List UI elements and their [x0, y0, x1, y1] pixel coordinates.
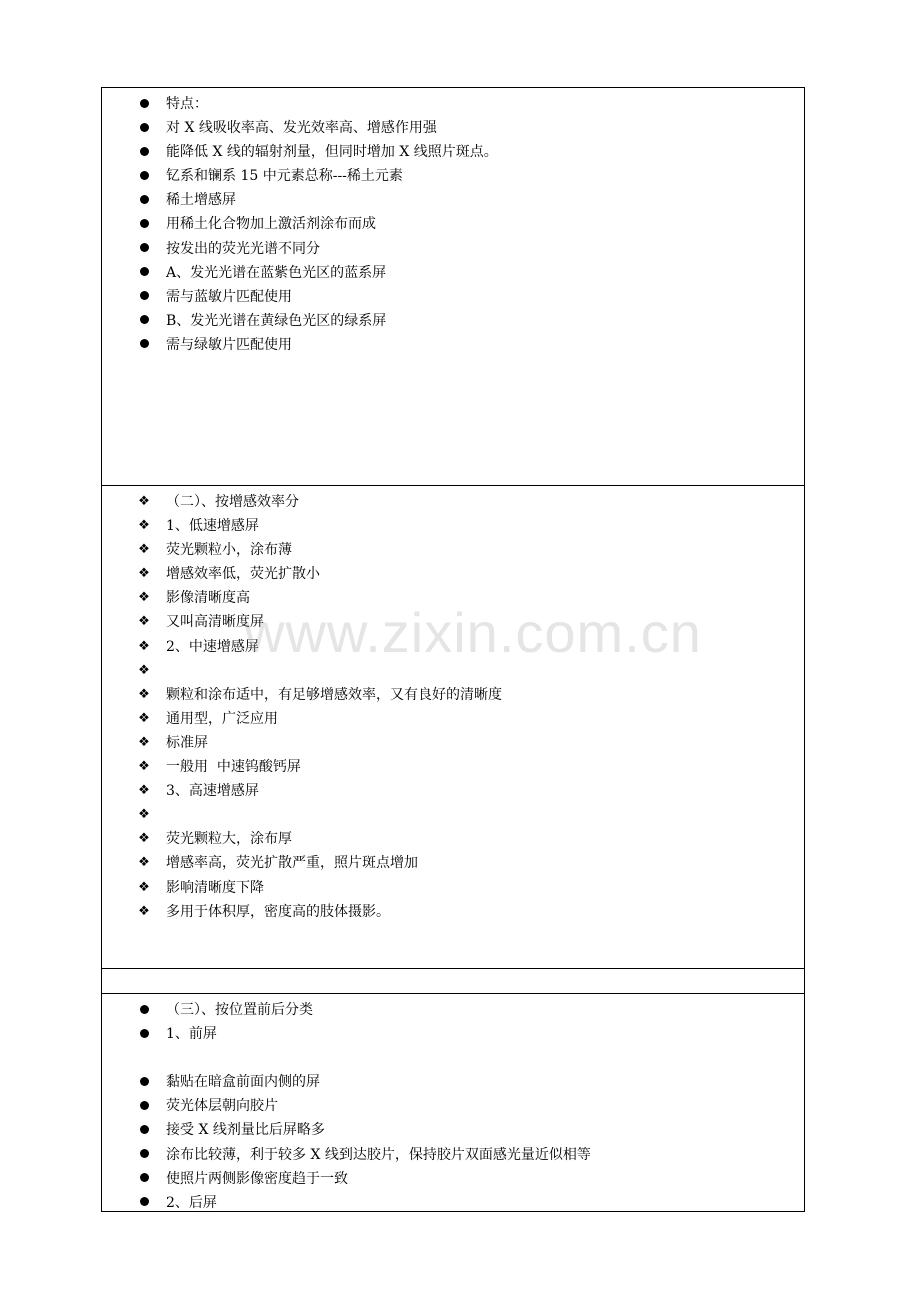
list-item-text: 需与蓝敏片匹配使用	[166, 288, 292, 305]
list-item-text: 1、低速增感屏	[166, 518, 259, 535]
list-item	[102, 490, 804, 514]
list-item	[102, 140, 804, 164]
list-item	[102, 659, 804, 683]
list-item	[102, 635, 804, 659]
diamond-bullet-icon: ❖	[138, 494, 150, 509]
list-item-text: A、发光光谱在蓝紫色光区的蓝系屏	[166, 264, 387, 281]
bullet-dot-icon	[134, 1191, 154, 1215]
list-item-text: 影像清晰度高	[166, 590, 250, 607]
bullet-dot-icon	[134, 140, 154, 164]
list-item-text: 需与绿敏片匹配使用	[166, 336, 292, 353]
list-item	[102, 309, 804, 333]
list-item	[102, 803, 804, 827]
list-item-text: 荧光颗粒小，涂布薄	[166, 542, 292, 559]
diamond-bullet-icon: ❖	[138, 855, 150, 871]
list-item	[102, 1070, 804, 1094]
list-item-text: 颗粒和涂布适中，有足够增感效率，又有良好的清晰度	[166, 686, 502, 703]
list-item-text: 增感率高，荧光扩散严重，照片斑点增加	[166, 855, 418, 872]
list-item	[102, 261, 804, 285]
list-item	[102, 212, 804, 236]
diamond-bullet-icon: ❖	[138, 662, 150, 678]
table-cell-by-position	[102, 994, 804, 1211]
bullet-dot-icon	[134, 188, 154, 212]
list-item	[102, 514, 804, 538]
list-item	[102, 779, 804, 803]
diamond-bullet-icon: ❖	[138, 686, 150, 702]
bullet-dot-icon	[134, 998, 154, 1022]
list-item-text: （二）、按增感效率分	[166, 494, 299, 510]
list-item-text: 影响清晰度下降	[166, 879, 264, 896]
list-item	[102, 876, 804, 900]
list-item	[102, 1143, 804, 1167]
diamond-bullet-icon: ❖	[138, 542, 150, 558]
bullet-dot-icon	[134, 116, 154, 140]
list-item-text: 接受 X 线剂量比后屏略多	[166, 1122, 325, 1139]
diamond-bullet-icon: ❖	[138, 614, 150, 630]
list-item-text: 又叫高清晰度屏	[166, 614, 264, 631]
list-item	[102, 731, 804, 755]
bullet-dot-icon	[134, 1070, 154, 1094]
list-item	[102, 116, 804, 140]
list-item-text: 稀土增感屏	[166, 192, 236, 209]
list-item-text: 对 X 线吸收率高、发光效率高、增感作用强	[166, 120, 437, 137]
list-item-text: B、发光光谱在黄绿色光区的绿系屏	[166, 312, 387, 329]
list-item-text: 特点：	[166, 96, 208, 112]
list-item-text: 3、高速增感屏	[166, 783, 259, 800]
diamond-bullet-icon: ❖	[138, 783, 150, 799]
list-item-text: 一般用 中速钨酸钙屏	[166, 759, 301, 776]
list-item-text: 涂布比较薄，利于较多 X 线到达胶片，保持胶片双面感光量近似相等	[166, 1146, 591, 1163]
table-cell-by-efficiency	[102, 486, 804, 969]
diamond-bullet-icon: ❖	[138, 734, 150, 750]
list-item-text: （三）、按位置前后分类	[166, 1002, 313, 1018]
list-item-text: 增感效率低，荧光扩散小	[166, 566, 320, 583]
list-item	[102, 998, 804, 1022]
diamond-bullet-icon: ❖	[138, 590, 150, 606]
table-cell-rare-earth-screens	[102, 88, 804, 486]
list-item-text: 黏贴在暗盒前面内侧的屏	[166, 1074, 320, 1091]
bullet-dot-icon	[134, 1094, 154, 1118]
bullet-dot-icon	[134, 1167, 154, 1191]
list-item	[102, 851, 804, 875]
list-item-text: 按发出的荧光光谱不同分	[166, 240, 320, 257]
list-item	[102, 237, 804, 261]
list-item	[102, 1191, 804, 1215]
list-item-text: 通用型，广泛应用	[166, 710, 278, 727]
bullet-dot-icon	[134, 1022, 154, 1046]
bullet-dot-icon	[134, 237, 154, 261]
bullet-dot-icon	[134, 212, 154, 236]
diamond-bullet-icon: ❖	[138, 807, 150, 823]
list-item-text: 1、前屏	[166, 1026, 217, 1043]
list-item	[102, 188, 804, 212]
diamond-bullet-icon: ❖	[138, 638, 150, 654]
list-item-text: 2、中速增感屏	[166, 638, 259, 655]
diamond-bullet-icon: ❖	[138, 566, 150, 582]
list-item	[102, 333, 804, 357]
bullet-dot-icon	[134, 164, 154, 188]
blank-line	[102, 1046, 804, 1070]
content-table	[101, 87, 805, 1212]
diamond-bullet-icon: ❖	[138, 903, 150, 919]
list-item	[102, 1118, 804, 1142]
list-item	[102, 755, 804, 779]
list-item	[102, 900, 804, 924]
list-item	[102, 562, 804, 586]
list-item	[102, 164, 804, 188]
list-item	[102, 285, 804, 309]
list-item	[102, 683, 804, 707]
bullet-dot-icon	[134, 285, 154, 309]
list-item	[102, 610, 804, 634]
list-item-text: 使照片两侧影像密度趋于一致	[166, 1170, 348, 1187]
list-item	[102, 92, 804, 116]
diamond-bullet-icon: ❖	[138, 879, 150, 895]
list-item-text: 能降低 X 线的辐射剂量，但同时增加 X 线照片斑点。	[166, 144, 498, 161]
list-item	[102, 827, 804, 851]
list-item	[102, 538, 804, 562]
list-item	[102, 1167, 804, 1191]
watermark: www.zixin.com.cn	[244, 601, 702, 664]
bullet-dot-icon	[134, 1143, 154, 1167]
list-item-text: 多用于体积厚，密度高的肢体摄影。	[166, 903, 390, 920]
list-item-text: 用稀土化合物加上激活剂涂布而成	[166, 216, 376, 233]
table-cell-empty	[102, 969, 804, 994]
diamond-bullet-icon: ❖	[138, 759, 150, 775]
bullet-dot-icon	[134, 1118, 154, 1142]
diamond-bullet-icon: ❖	[138, 710, 150, 726]
bullet-dot-icon	[134, 309, 154, 333]
list-item-text: 荧光体层朝向胶片	[166, 1098, 278, 1115]
list-item	[102, 1022, 804, 1046]
bullet-dot-icon	[134, 333, 154, 357]
diamond-bullet-icon: ❖	[138, 518, 150, 534]
diamond-bullet-icon: ❖	[138, 831, 150, 847]
list-item-text: 标准屏	[166, 734, 208, 751]
list-item	[102, 707, 804, 731]
list-item	[102, 586, 804, 610]
list-item-text: 荧光颗粒大，涂布厚	[166, 831, 292, 848]
bullet-dot-icon	[134, 261, 154, 285]
list-item-text: 2、后屏	[166, 1194, 217, 1211]
bullet-dot-icon	[134, 92, 154, 116]
list-item	[102, 1094, 804, 1118]
list-item-text: 钇系和镧系 15 中元素总称---稀土元素	[166, 168, 403, 185]
